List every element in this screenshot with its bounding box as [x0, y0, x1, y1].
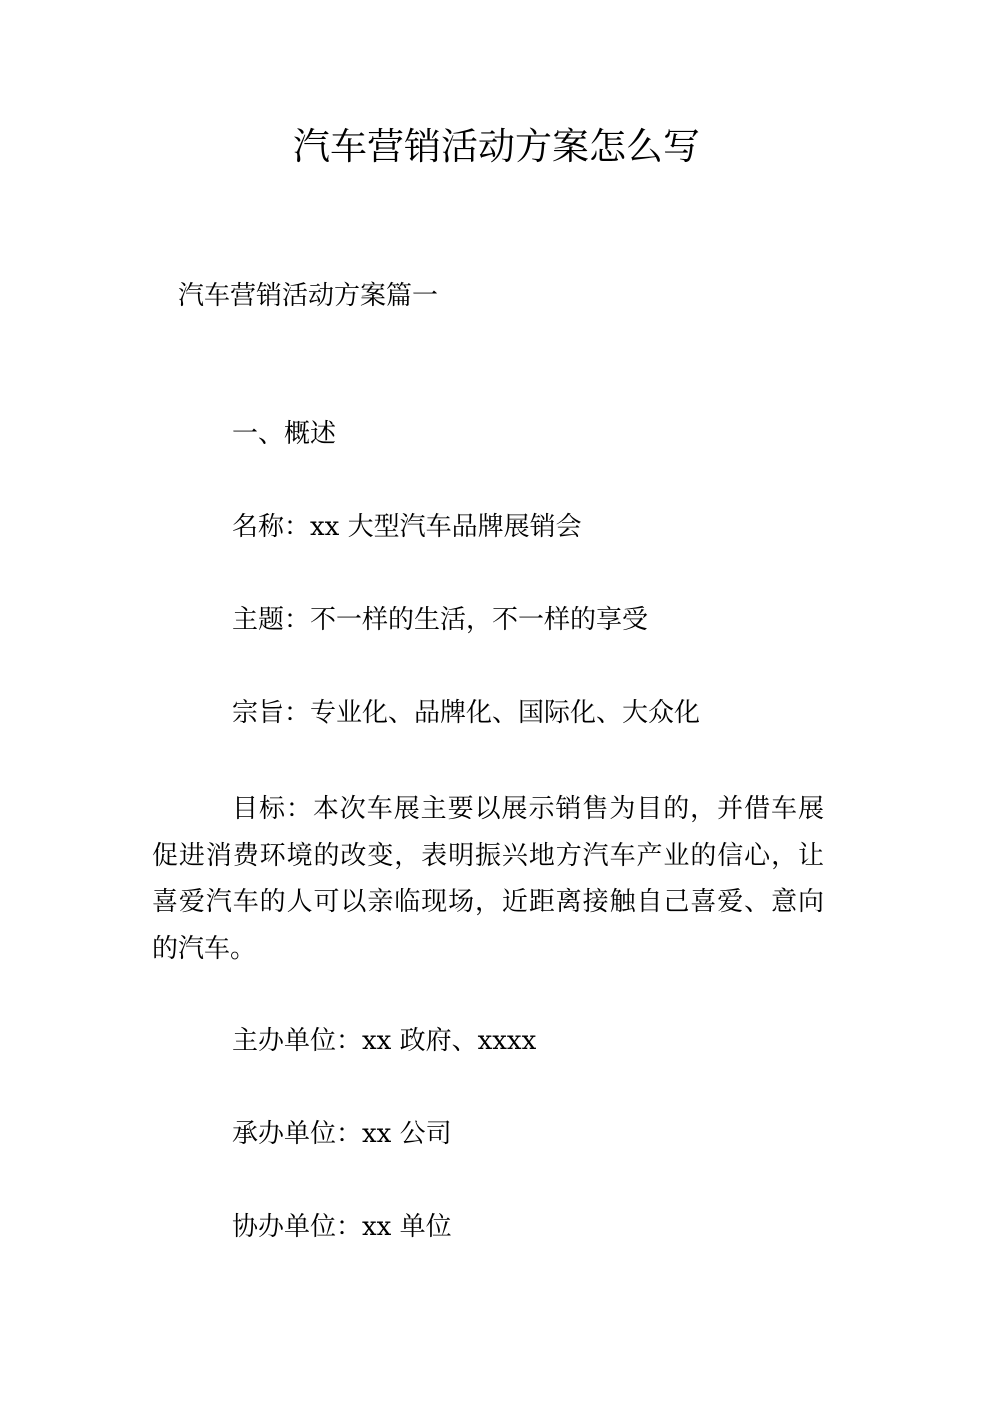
organizer-unit: 承办单位：xx 公司 [232, 1119, 452, 1149]
event-theme: 主题：不一样的生活，不一样的享受 [232, 605, 649, 635]
event-purpose: 宗旨：专业化、品牌化、国际化、大众化 [232, 698, 701, 728]
document-title: 汽车营销活动方案怎么写 [293, 125, 700, 168]
host-unit: 主办单位：xx 政府、xxxx [232, 1026, 537, 1056]
event-name: 名称：xx 大型汽车品牌展销会 [232, 512, 582, 542]
overview-heading: 一、概述 [232, 419, 337, 449]
event-goal-paragraph: 目标：本次车展主要以展示销售为目的，并借车展促进消费环境的改变，表明振兴地方汽车产业的信心，让喜爱汽车的人可以亲临现场，近距离接触自己喜爱、意向的汽车。 [152, 794, 824, 964]
section-heading: 汽车营销活动方案篇一 [178, 281, 439, 311]
co-organizer-unit: 协办单位：xx 单位 [232, 1212, 452, 1242]
